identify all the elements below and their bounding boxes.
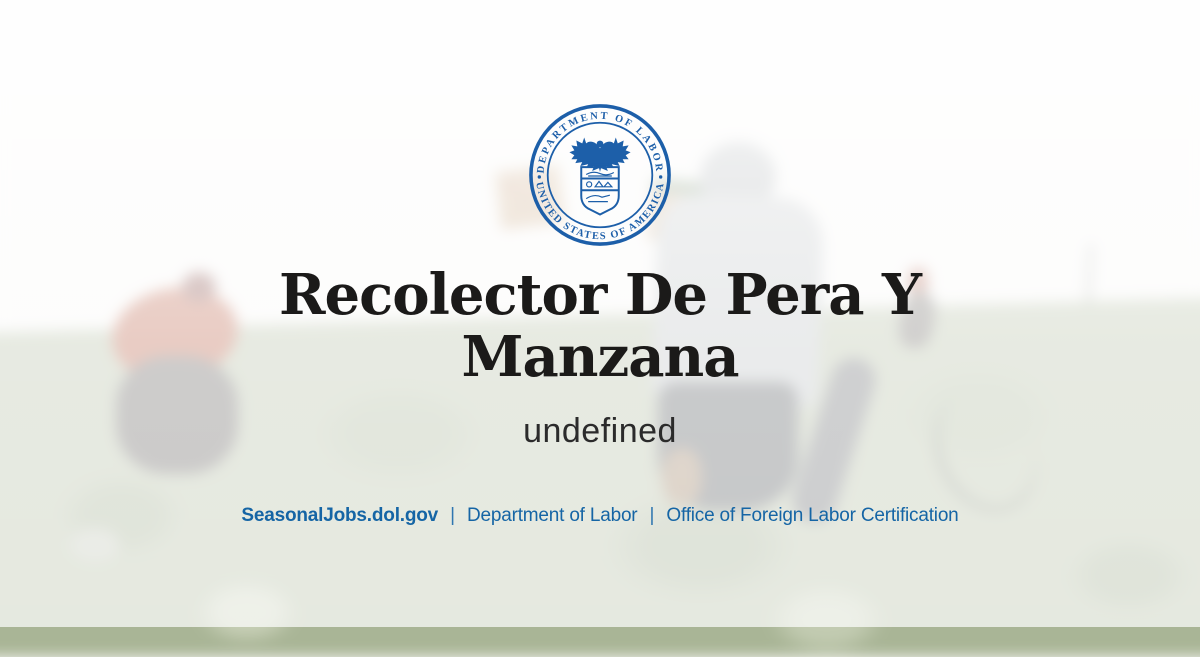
shield-icon <box>581 167 618 214</box>
job-title-line: Recolector De Pera Y <box>278 262 922 328</box>
seal-separator-dot <box>659 175 662 178</box>
seal-bottom-text: UNITED STATES OF AMERICA <box>533 181 667 243</box>
footer-separator: | <box>649 505 655 526</box>
seal-separator-dot <box>538 175 541 178</box>
footer-office: Office of Foreign Labor Certification <box>666 505 959 526</box>
job-title-line: Manzana <box>461 324 739 390</box>
dol-seal-icon <box>526 101 674 249</box>
footer-separator: | <box>450 505 455 526</box>
seal-top-text: DEPARTMENT OF LABOR <box>535 110 665 174</box>
job-title <box>0 264 1200 388</box>
footer-attribution <box>0 505 1200 527</box>
footer-site-name: SeasonalJobs.dol.gov <box>241 505 439 526</box>
job-subtitle: undefined <box>523 412 677 450</box>
footer-department: Department of Labor <box>466 505 638 526</box>
